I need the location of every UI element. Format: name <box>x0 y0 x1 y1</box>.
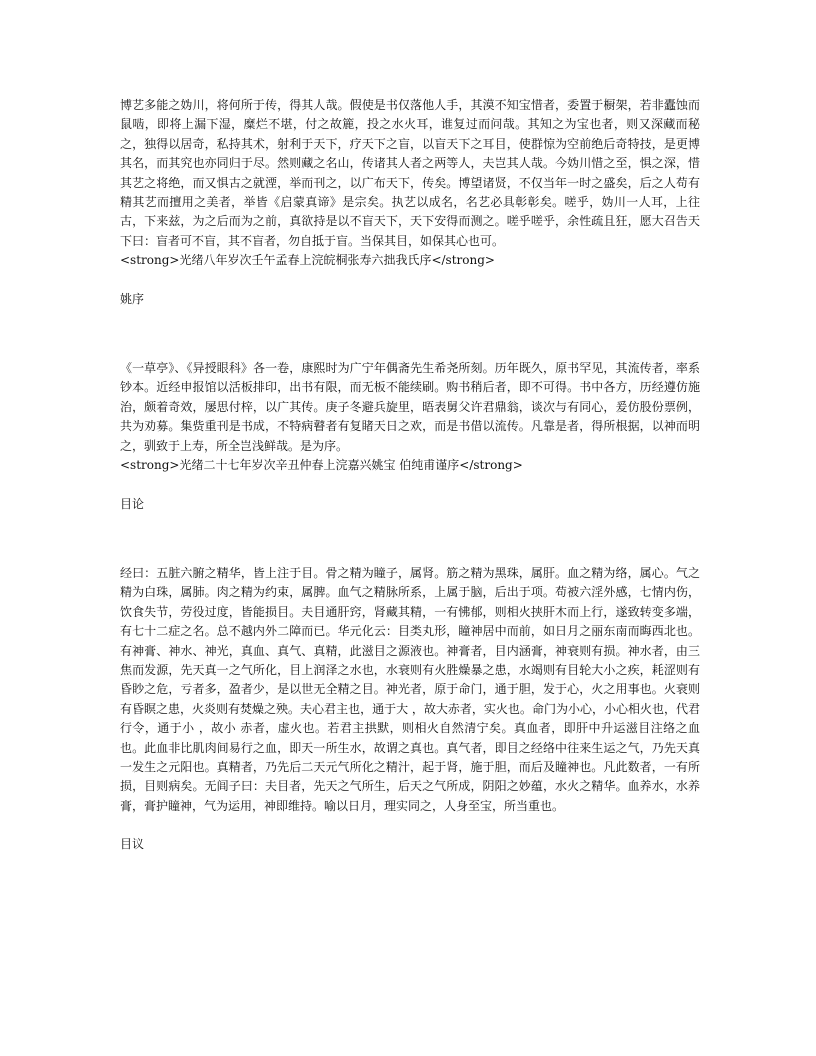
preface-yao-signature: <strong>光绪二十七年岁次辛丑仲春上浣嘉兴姚宝 伯纯甫谨序</strong> <box>120 458 523 473</box>
section-heading-muyi: 目议 <box>120 837 145 852</box>
document-page <box>120 96 700 855</box>
preface-zhang-signature: <strong>光绪八年岁次壬午孟春上浣皖桐张寿六拙我氏序</strong> <box>120 253 495 268</box>
section-heading-mulun: 目论 <box>120 496 145 511</box>
preface-yao-paragraph: 《一草亭》、《异授眼科》各一卷，康熙时为广宁年偶斋先生希尧所刻。历年既久，原书罕见，其流传者，率系钞本。近经申报馆以活板排印，出书有限，而无板不能续刷。购书稍后者，即不可得。书中各方，历经遵仿施治，颇着奇效，屡思付梓，以广其传。庚子冬避兵旋里，晤表舅父许君鼎翁，谈次与有同心，爰仿股份票例，共为劝募。集赀重刊是书成，不特病瞽者有复睹天日之欢，而是书借以流传。凡靠是者，得所根据，以神而明之，驯致于上寿，所全岂浅鲜哉。是为序。 <box>120 361 700 453</box>
mulun-paragraph: 经曰：五脏六腑之精华，皆上注于目。骨之精为瞳子，属肾。筋之精为黑珠，属肝。血之精为络，属心。气之精为白珠，属肺。肉之精为约束，属脾。血气之精脉所系，上属于脑，后出于项。苟被六淫外感，七情内伤，饮食失节，劳役过度，皆能损目。夫目通肝窍，肾藏其精，一有怫郁，则相火挟肝木而上行，遂致转变多端，有七十二症之名。总不越内外二障而已。华元化云：目类丸形，瞳神居中而前，如日月之丽东南而晦西北也。有神膏、神水、神光，真血、真气、真精，此滋目之源液也。神膏者，目内涵膏，神衰则有损。神水者，由三焦而发源，先天真一之气所化，目上润泽之水也，水衰则有火胜燥暴之患，水竭则有目轮大小之疾，耗涩则有昏眇之危，亏者多，盈者少，是以世无全精之目。神光者，原于命门，通于胆，发于心，火之用事也。火衰则有昏瞑之患，火炎则有焚燥之殃。夫心君主也，通于大 ，故大赤者，实火也。命门为小心，小心相火也，代君行令，通于小 ，故小 赤者，虚火也。若君主拱默，则相火自然清宁矣。真血者，即肝中升运滋目注络之血也。此血非比肌肉间易行之血，即天一所生水，故谓之真也。真气者，即目之经络中往来生运之气，乃先天真一发生之元阳也。真精者，乃先后二天元气所化之精汁，起于肾，施于胆，而后及瞳神也。凡此数者，一有所损，目则病矣。无闾子曰：夫目者，先天之气所生，后天之气所成，阴阳之妙蕴，水火之精华。血养水，水养膏，膏护瞳神，气为运用，神即维持。喻以日月，理实同之，人身至宝，所当重也。 <box>120 565 700 813</box>
section-heading-yao-preface: 姚序 <box>120 291 145 306</box>
preface-zhang-paragraph: 博艺多能之妫川，将何所于传，得其人哉。假使是书仅落他人手，其漠不知宝惜者，委置于橱架，若非蠹蚀而鼠啮，即将上漏下湿，糜烂不堪，付之故簏，投之水火耳，谁复过而问哉。其知之为宝也者，则又深藏而秘之，独得以居奇，私持其术，射利于天下，疗天下之盲，以盲天下之耳目，使群惊为空前绝后奇特技，是更博其名，而其究也亦同归于尽。然则藏之名山，传诸其人者之两等人，夫岂其人哉。今妫川惜之至，惧之深，惜其艺之将绝，而又惧古之就湮，举而刊之，以广布天下，传矣。博望诸贤，不仅当年一时之盛矣，后之人苟有精其艺而擅用之美者，举皆《启蒙真谛》是宗矣。执艺以成名，名艺必具彰彰矣。嗟乎，妫川一人耳，上往古，下来兹，为之后而为之前，真欲持是以不盲天下，天下安得而测之。嗟乎嗟乎，余性疏且狂，愿大召告天下曰：盲者可不盲，其不盲者，勿自抵于盲。当保其目，如保其心也可。 <box>120 98 700 248</box>
